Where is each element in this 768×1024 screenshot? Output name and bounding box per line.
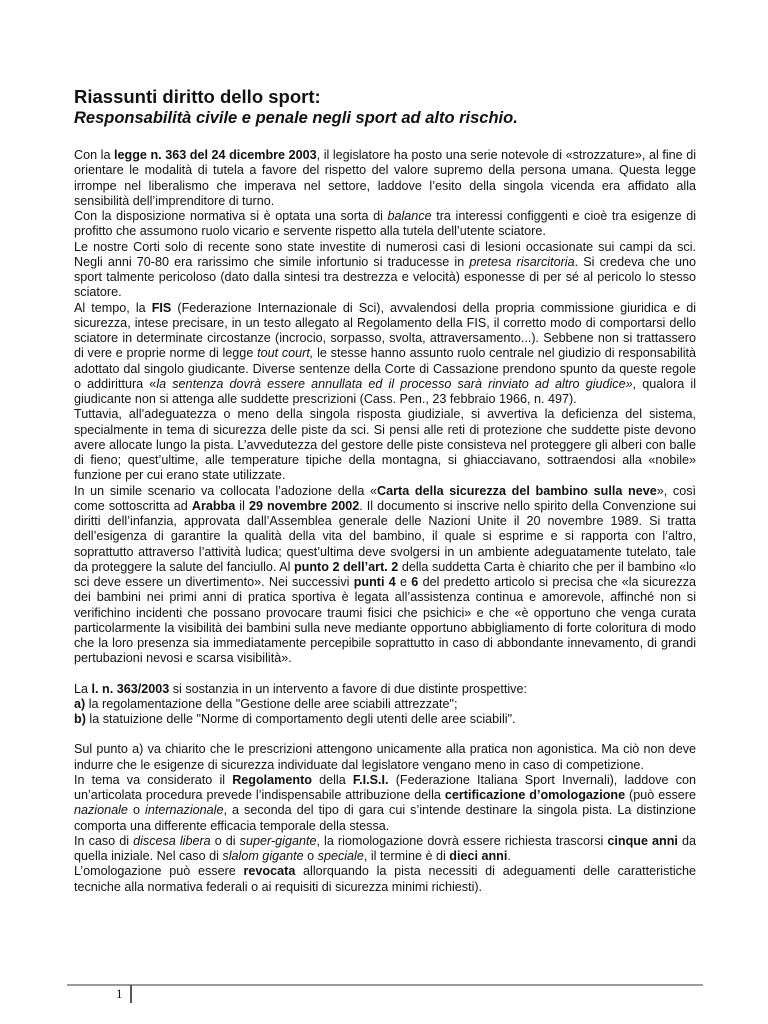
italic-text: pretesa risarcitoria	[469, 254, 575, 269]
document-subtitle: Responsabilità civile e penale negli sport ad alto rischio.	[74, 109, 518, 127]
paragraph-revoca	[74, 864, 696, 895]
paragraph-balance	[74, 209, 696, 240]
text-run: o	[303, 849, 318, 863]
paragraph-fisi	[74, 773, 696, 834]
text-run: Tuttavia, all’adeguatezza o meno della singola risposta giudiziale, si avvertiva la deficienza del sistema, specialmente in tema di sicurezza delle piste da sci. Si pensi alle reti di protezione che suddette piste devono avere allocate lungo la pista. L’avvedutezza del gestore delle piste consisteva nel proteggere gli alberi con balle di fieno; quest’ultime, alle temperature tipiche della montagna, si ghiacciavano, sottraendosi alla «nobile» funzione per cui erano state utilizzate.	[74, 407, 696, 483]
paragraph-riomologazione	[74, 834, 696, 865]
text-run: o di	[210, 833, 240, 848]
italic-text: super-gigante	[239, 833, 317, 848]
bold-text: punti 4	[353, 575, 396, 589]
text-run: il	[235, 498, 249, 513]
text-run: del predetto articolo si precisa che «la sicurezza dei bambini nei primi anni di pratica sportiva è legata all’assistenza continua e amorevole, affinché non si verifichino incidenti che possano provocare traumi fisici che psichici» e che «è opportuno che venga curata particolarmente la visibilità dei bambini sulla neve mediante opportuno abbigliamento di forte coloritura di modo che la loro presenza sia immediatamente percepibile soprattutto in caso di abbondante innevamento, di grandi pertubazioni nevosi e scarsa visibilità».	[74, 575, 696, 666]
list-item-b	[74, 712, 696, 727]
text-run: (può essere	[625, 788, 696, 802]
text-run: si sostanzia in un intervento a favore di due distinte prospettive:	[169, 681, 527, 696]
text-run: , qualora il giudicante non si attenga alle suddette prescrizioni (Cass. Pen., 23 febbraio 1966, n. 497).	[74, 376, 697, 406]
italic-text: balance	[387, 209, 432, 223]
page-number-separator	[130, 985, 132, 1003]
text-run: la statuizione delle "Norme di comportamento degli utenti delle aree sciabili".	[85, 712, 516, 726]
text-run: della	[311, 772, 353, 787]
text-run: Sul punto a) va chiarito che le prescrizioni attengono unicamente alla pratica non agonistica. Ma ciò non deve indurre che le esigenze di sicurezza individuate dal legislatore vengano meno in caso di competizione.	[74, 742, 696, 772]
paragraph-legge-363	[74, 148, 696, 209]
document-text	[74, 148, 696, 895]
text-run: della suddetta Carta è chiarito che per il bambino «lo sci deve essere un divertimento». Nei successivi	[74, 559, 697, 589]
text-run: , a seconda del tipo di gara cui s’intende destinare la singola pista. La distinzione comporta una differente efficacia temporale della stessa.	[74, 803, 696, 833]
bold-text: F.I.S.I.	[352, 772, 389, 787]
bold-text: certificazione d’omologazione	[444, 788, 626, 802]
paragraph-spacer	[74, 727, 696, 742]
bold-text: Arabba	[191, 498, 236, 513]
text-run: o	[127, 803, 146, 818]
text-run: (Federazione Italiana Sport Invernali), laddove con un’articolata procedura prevede l’indispensabile attribuzione della	[74, 772, 696, 802]
paragraph-spacer	[74, 667, 696, 682]
text-run: .	[507, 849, 511, 863]
italic-text: discesa libera	[133, 833, 211, 848]
text-run: Le nostre Corti solo di recente sono state investite di numerosi casi di lesioni occasionate sui campi da sci. Negli anni 70-80 era rarissimo che simile infortunio si traducesse in	[74, 239, 696, 269]
italic-text: nazionale	[74, 803, 128, 818]
italic-text: slalom gigante	[222, 849, 304, 863]
bold-text: revocata	[243, 864, 296, 879]
bold-text: b)	[74, 712, 86, 726]
text-run: tra interessi configgenti e cioè tra esigenze di profitto che assumono ruolo vicario e servente rispetto alla tutela dell’utente sciatore.	[74, 209, 696, 239]
bold-text: a)	[74, 696, 86, 711]
bold-text: Regolamento	[232, 772, 312, 787]
bold-text: 6	[411, 575, 419, 589]
text-run: Al tempo, la	[74, 300, 152, 315]
text-run: allorquando la pista necessiti di adeguamenti delle caratteristiche tecniche alla normativa federali o ai requisiti di sicurezza minimi richiesti).	[74, 864, 696, 894]
text-run: da quella iniziale. Nel caso di	[74, 833, 697, 863]
text-run: In un simile scenario va collocata l’adozione della «	[74, 483, 378, 498]
text-run: In tema va considerato il	[74, 772, 233, 787]
text-run: », così come sottoscritta ad	[74, 483, 696, 513]
paragraph-sicurezza-piste	[74, 407, 696, 483]
text-run: la regolamentazione della "Gestione delle aree sciabili attrezzate";	[85, 696, 458, 711]
text-run: In caso di	[74, 833, 134, 848]
footer-divider	[67, 984, 703, 986]
bold-text: cinque anni	[607, 833, 678, 848]
text-run: La	[74, 681, 92, 696]
italic-text: internazionale	[145, 803, 224, 818]
text-run: , il termine è di	[363, 849, 450, 863]
paragraph-fis	[74, 301, 696, 408]
list-item-a	[74, 697, 696, 712]
italic-text: tout court,	[257, 346, 314, 361]
text-run: L’omologazione può essere	[74, 864, 244, 879]
document-body	[74, 86, 696, 895]
italic-text: la sentenza dovrà essere annullata ed il processo sarà rinviato ad altro giudice»	[156, 376, 633, 391]
bold-text: dieci anni	[449, 849, 508, 863]
page-number: 1	[116, 986, 123, 1001]
document-title: Riassunti diritto dello sport:	[74, 86, 321, 107]
text-run: e	[395, 575, 412, 589]
text-run: Con la disposizione normativa si è optata una sorta di	[74, 209, 388, 223]
bold-text: legge n. 363 del 24 dicembre 2003	[114, 148, 317, 162]
text-run: le stesse hanno assunto ruolo centrale nel giudizio di responsabilità adottato dal singolo giudicante. Diverse sentenze della Corte di Cassazione prendono spunto da queste regole o addirittura «	[74, 346, 697, 391]
text-run: . Si credeva che uno sport talmente pericoloso (dato dalla sintesi tra destrezza e velocità) esponesse di per sé al pericolo lo stesso sciatore.	[74, 254, 696, 300]
paragraph-prospettive	[74, 682, 696, 697]
paragraph-corti	[74, 240, 696, 301]
text-run: , il legislatore ha posto una serie notevole di «strozzature», al fine di orientare le modalità di tutela a favore del rispetto del valore supremo della persona umana. Questa legge irrompe nel liberalismo che imperava nel settore, laddove l’esito della singola vicenda era affidato alla sensibilità dell’imprenditore di turno.	[74, 148, 696, 208]
text-run: . Il documento si inscrive nello spirito della Convenzione sui diritti dell’infanzia, approvata dall’Assemblea generale delle Nazioni Unite il 20 novembre 1989. Si tratta dell’esigenza di garantire la qualità della vita del bambino, il quale si esprime e si rapporta con l’altro, soprattutto attraverso l’attività ludica; quest’ultima deve svolgersi in un ambiente adeguatamente tutelato, tale da proteggere la salute del fanciullo. Al	[74, 498, 696, 574]
text-run: , la riomologazione dovrà essere richiesta trascorsi	[316, 833, 608, 848]
bold-text: punto 2 dell’art. 2	[293, 559, 399, 574]
bold-text: Carta della sicurezza del bambino sulla neve	[377, 483, 657, 498]
bold-text: 29 novembre 2002	[248, 498, 360, 513]
paragraph-punto-a	[74, 742, 696, 773]
italic-text: speciale	[317, 849, 364, 863]
bold-text: l. n. 363/2003	[91, 681, 170, 696]
text-run: Con la	[74, 148, 115, 162]
paragraph-carta-sicurezza	[74, 484, 696, 667]
bold-text: FIS	[151, 300, 172, 315]
text-run: (Federazione Internazionale di Sci), avvalendosi della propria commissione giuridica e di sicurezza, intese precisare, in un testo allegato al Regolamento della FIS, il corretto modo di comportarsi dello sciatore in determinate circostanze (incrocio, sorpasso, svolta, attraversamento...). Sebbene non si trattassero di vere e proprie norme di legge	[74, 300, 696, 361]
